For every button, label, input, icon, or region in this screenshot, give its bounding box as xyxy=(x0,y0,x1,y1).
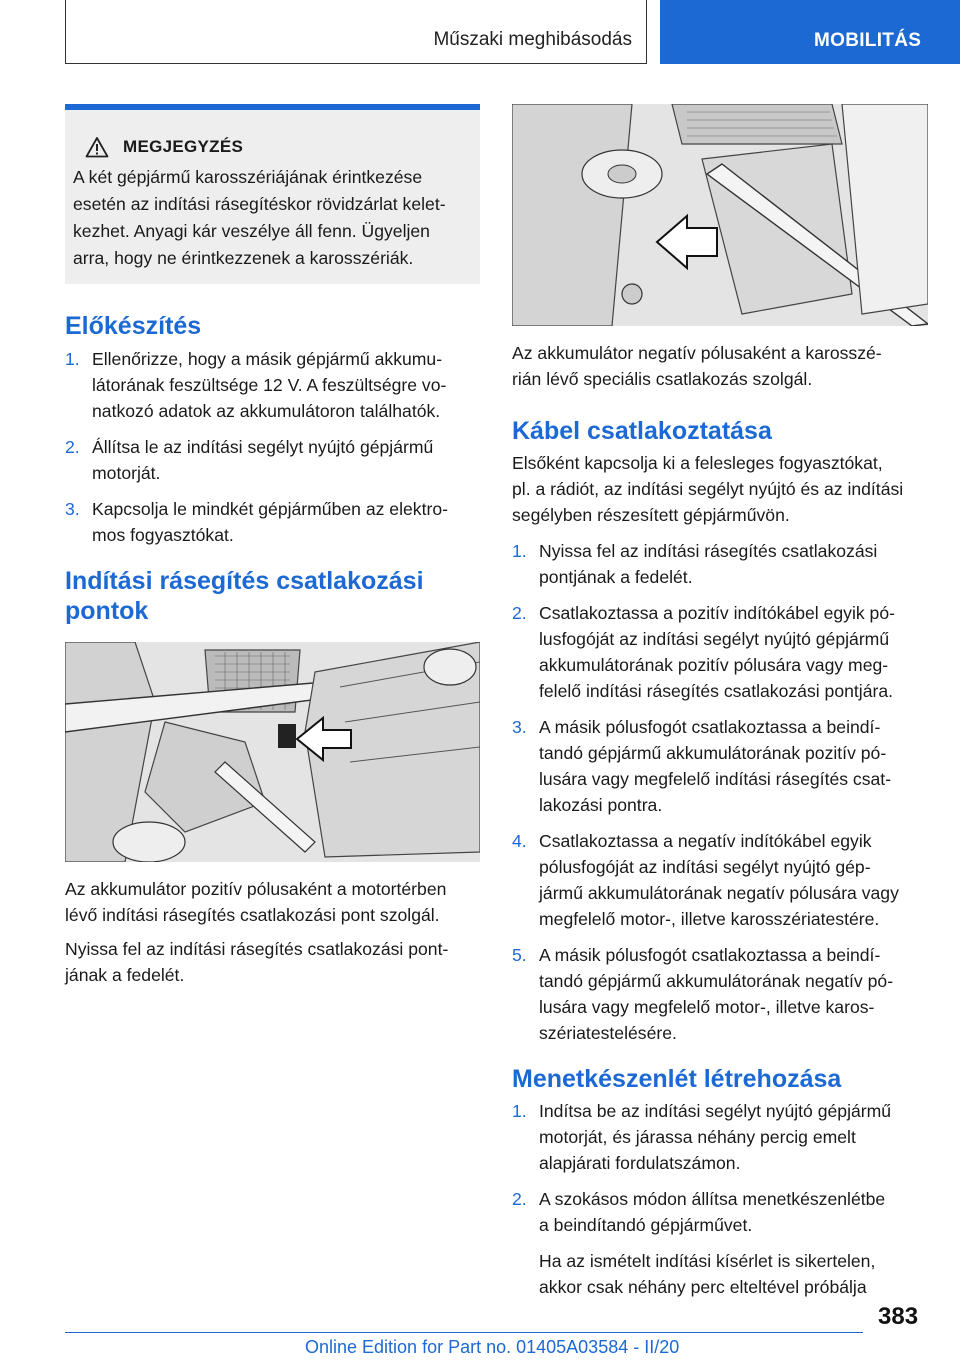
step-line: Állítsa le az indítási segélyt nyújtó gépjármű xyxy=(92,437,434,457)
step-line: jármű akkumulátorának negatív pólusára vagy xyxy=(539,883,899,903)
intro-line: Elsőként kapcsolja ki a felesleges fogyasztókat, xyxy=(512,453,883,473)
list-item xyxy=(65,346,480,424)
extra-line: akkor csak néhány perc elteltével próbálja xyxy=(539,1277,867,1297)
points-caption xyxy=(65,876,480,928)
step-number: 4. xyxy=(512,831,527,851)
section-tab[interactable]: MOBILITÁS xyxy=(660,0,960,64)
step-number: 2. xyxy=(512,1189,527,1209)
step-number: 1. xyxy=(512,541,527,561)
step-line: akkumulátorának pozitív pólusára vagy meg- xyxy=(539,655,889,675)
chapter-title: Műszaki meghibásodás xyxy=(433,29,632,50)
left-column xyxy=(65,104,480,988)
text-line: jának a fedelét. xyxy=(65,965,185,985)
step-line: Csatlakoztassa a negatív indítókábel egyik xyxy=(539,831,872,851)
note-title: MEGJEGYZÉS xyxy=(123,137,244,156)
step-number: 2. xyxy=(65,437,80,457)
step-line: Kapcsolja le mindkét gépjárműben az elektro- xyxy=(92,499,448,519)
header-frame xyxy=(65,0,647,64)
list-item xyxy=(512,714,928,818)
step-line: Nyissa fel az indítási rásegítés csatlakozási xyxy=(539,541,878,561)
list-item xyxy=(512,828,928,932)
cable-intro xyxy=(512,450,928,528)
step-number: 3. xyxy=(65,499,80,519)
step-number: 5. xyxy=(512,945,527,965)
edition-link[interactable]: Online Edition for Part no. 01405A03584 - II/20 xyxy=(305,1337,680,1357)
step-number: 1. xyxy=(512,1101,527,1121)
points-text xyxy=(65,936,480,988)
points-heading xyxy=(65,566,480,626)
cable-heading: Kábel csatlakoztatása xyxy=(512,417,772,445)
heading-line: Indítási rásegítés csatlakozási xyxy=(65,567,424,595)
step-line: alapjárati fordulatszámon. xyxy=(539,1153,741,1173)
step-line: mos fogyasztókat. xyxy=(92,525,234,545)
prep-steps xyxy=(65,346,480,548)
ready-heading: Menetkészenlét létrehozása xyxy=(512,1065,842,1093)
list-item xyxy=(512,1186,928,1300)
step-line: lusára vagy megfelelő motor-, illetve karos- xyxy=(539,997,875,1017)
extra-line: Ha az ismételt indítási kísérlet is sikertelen, xyxy=(539,1251,876,1271)
step-line: A másik pólusfogót csatlakoztassa a beindí- xyxy=(539,717,881,737)
step-line: A másik pólusfogót csatlakoztassa a beindí- xyxy=(539,945,881,965)
note-line: esetén az indítási rásegítéskor rövidzárlat kelet- xyxy=(73,194,446,214)
caption-line: lévő indítási rásegítés csatlakozási pont szolgál. xyxy=(65,905,440,925)
step-line: lusára vagy megfelelő indítási rásegítés csat- xyxy=(539,769,892,789)
list-item xyxy=(512,942,928,1046)
page-number: 383 xyxy=(878,1303,919,1330)
engine-bay-illustration xyxy=(65,642,480,862)
warning-triangle-icon xyxy=(85,136,109,158)
list-item xyxy=(512,1098,928,1176)
list-item xyxy=(512,600,928,704)
list-item xyxy=(65,496,480,548)
step-line: lakozási pontra. xyxy=(539,795,663,815)
negative-caption xyxy=(512,340,928,392)
step-line: lusfogóját az indítási segélyt nyújtó gépjármű xyxy=(539,629,890,649)
step-number: 1. xyxy=(65,349,80,369)
step-line: motorját, és járassa néhány percig emelt xyxy=(539,1127,856,1147)
list-item xyxy=(65,434,480,486)
step-line: felelő indítási rásegítés csatlakozási pontjára. xyxy=(539,681,894,701)
step-line: pólusfogóját az indítási segélyt nyújtó gép- xyxy=(539,857,871,877)
text-line: Nyissa fel az indítási rásegítés csatlakozási pont- xyxy=(65,939,449,959)
step-line: A szokásos módon állítsa menetkészenlétbe xyxy=(539,1189,886,1209)
caption-line: Az akkumulátor pozitív pólusaként a motortérben xyxy=(65,879,447,899)
step-line: Csatlakoztassa a pozitív indítókábel egyik pó- xyxy=(539,603,895,623)
step-line: tandó gépjármű akkumulátorának pozitív pó- xyxy=(539,743,887,763)
step-line: szériatestelésére. xyxy=(539,1023,677,1043)
intro-line: pl. a rádiót, az indítási segélyt nyújtó és az indítási xyxy=(512,479,904,499)
warning-note xyxy=(65,104,480,284)
step-line: Ellenőrizze, hogy a másik gépjármű akkumu- xyxy=(92,349,443,369)
caption-line: Az akkumulátor negatív pólusaként a karosszé- xyxy=(512,343,882,363)
list-item xyxy=(512,538,928,590)
right-column xyxy=(512,104,928,1310)
engine-bay-positive-figure xyxy=(65,642,480,862)
footer-divider xyxy=(65,1332,863,1333)
engine-bay-negative-figure xyxy=(512,104,928,326)
step-line: Indítsa be az indítási segélyt nyújtó gépjármű xyxy=(539,1101,892,1121)
step-line: tandó gépjármű akkumulátorának negatív pó- xyxy=(539,971,894,991)
step-number: 3. xyxy=(512,717,527,737)
body-ground-illustration xyxy=(512,104,928,326)
step-line: megfelelő motor-, illetve karosszériatestére. xyxy=(539,909,880,929)
step-line: natkozó adatok az akkumulátoron találhatók. xyxy=(92,401,441,421)
intro-line: segélyben részesített gépjárművön. xyxy=(512,505,790,525)
prep-heading: Előkészítés xyxy=(65,312,202,340)
note-line: kezhet. Anyagi kár veszélye áll fenn. Ügyeljen xyxy=(73,221,430,241)
note-text xyxy=(73,164,470,272)
step-line: a beindítandó gépjárművet. xyxy=(539,1215,753,1235)
step-extra xyxy=(539,1248,928,1300)
step-number: 2. xyxy=(512,603,527,623)
caption-line: rián lévő speciális csatlakozás szolgál. xyxy=(512,369,813,389)
step-line: pontjának a fedelét. xyxy=(539,567,693,587)
step-line: motorját. xyxy=(92,463,161,483)
note-line: arra, hogy ne érintkezzenek a karosszériák. xyxy=(73,248,414,268)
cable-steps xyxy=(512,538,928,1046)
note-line: A két gépjármű karosszériájának érintkezése xyxy=(73,167,423,187)
step-line: látorának feszültsége 12 V. A feszültségre vo- xyxy=(92,375,447,395)
heading-line: pontok xyxy=(65,597,149,625)
ready-steps xyxy=(512,1098,928,1300)
